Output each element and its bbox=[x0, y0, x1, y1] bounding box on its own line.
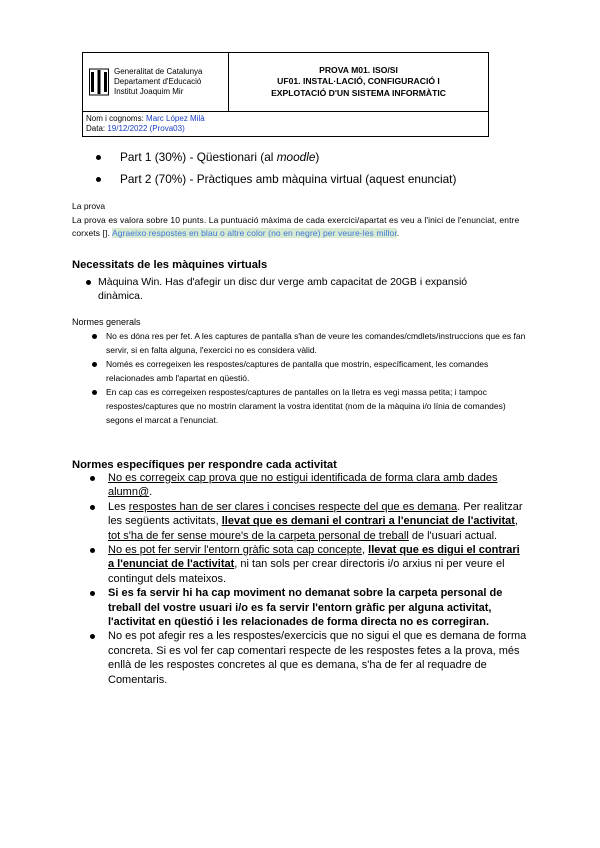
list-item: Màquina Win. Has d'afegir un disc dur verge amb capacitat de 20GB i expansió dinàmica. bbox=[72, 275, 512, 303]
rule-1-end: . bbox=[149, 486, 153, 499]
rule-3-underline: No es pot fer servir l'entorn gràfic sota cap concepte bbox=[108, 544, 363, 557]
necessitats-heading: Necessitats de les màquines virtuals bbox=[72, 259, 268, 271]
org-line-2: Departament d'Educació bbox=[114, 77, 202, 86]
la-prova-title: La prova bbox=[72, 201, 106, 211]
list-item bbox=[72, 543, 527, 586]
org-line-3: Institut Joaquim Mir bbox=[114, 87, 184, 96]
list-item bbox=[72, 500, 527, 543]
rule-3-bold: llevat que es digui el contrari a l'enunciat de l'activitat bbox=[108, 544, 520, 571]
rule-3-a: , bbox=[362, 544, 369, 557]
rule-2-a: Les bbox=[108, 500, 129, 513]
generalitat-logo-icon bbox=[89, 68, 109, 96]
header-top-row bbox=[83, 53, 488, 112]
normes-especifiques-heading: Normes específiques per respondre cada activitat bbox=[72, 459, 337, 471]
rule-1-text: No es corregeix cap prova que no estigui identificada de forma clara amb dades alumn@ bbox=[108, 472, 498, 499]
la-prova-body: La prova es valora sobre 10 punts. La puntuació màxima de cada exercici/apartat es veu a l'inici de l'enunciat, entre corxets []. bbox=[72, 215, 520, 238]
rule-2-c: , bbox=[514, 515, 518, 528]
part-1-suffix: ) bbox=[315, 150, 320, 164]
student-info-cell bbox=[83, 112, 488, 136]
rule-2-b: . Per realitzar les següents activitats, bbox=[108, 500, 523, 528]
rule-2-underline: respostes han de ser clares i concises respecte del que es demana bbox=[128, 500, 458, 513]
list-item: Si es fa servir hi ha cap moviment no demanat sobre la carpeta personal de treball del vostre usuari i/o es fa servir l'entorn gràfic per alguna activitat, l'activitat en qüestió i les relacionades de forma directa no es corregiran. bbox=[72, 586, 527, 629]
header-table bbox=[82, 52, 489, 137]
rule-2-d: de l'usuari actual. bbox=[408, 529, 498, 542]
rule-2-bold: llevat que es demani el contrari a l'enunciat de l'activitat bbox=[221, 515, 515, 528]
part-1-item bbox=[96, 150, 536, 172]
institution-name bbox=[114, 67, 203, 97]
normes-generals-list bbox=[72, 330, 532, 428]
date-label: Data: bbox=[86, 124, 106, 133]
normes-especifiques-list bbox=[72, 471, 527, 687]
part-1-text: Part 1 (30%) - Qüestionari (al bbox=[120, 150, 277, 164]
list-item: No es pot afegir res a les respostes/exercicis que no sigui el que es demana de forma concreta. Si es vol fer cap comentari respecte de les respostes fetes a la prova, més enllà de les respostes concretes al que es demana, s'ha de fer al requadre de Comentaris. bbox=[72, 629, 527, 687]
institution-cell bbox=[83, 53, 229, 111]
part-2-item: Part 2 (70%) - Pràctiques amb màquina virtual (aquest enunciat) bbox=[96, 172, 536, 194]
highlight-note: Agraeixo respostes en blau o altre color (no en negre) per veure-les millor bbox=[111, 228, 397, 238]
exam-title-cell bbox=[229, 53, 488, 111]
necessitats-list bbox=[72, 275, 512, 303]
exam-title-line-2: UF01. INSTAL·LACIÓ, CONFIGURACIÓ I bbox=[277, 76, 440, 87]
list-item: No es dóna res per fet. A les captures de pantalla s'han de veure les comandes/cmdlets/instruccions que es fan servir, si en falta alguna, l'exercici no es considera vàlid. bbox=[72, 330, 532, 357]
org-line-1: Generalitat de Catalunya bbox=[114, 67, 203, 76]
la-prova-text bbox=[72, 214, 530, 240]
exam-date: 19/12/2022 (Prova03) bbox=[107, 124, 185, 133]
normes-generals-title: Normes generals bbox=[72, 317, 141, 327]
list-item: En cap cas es corregeixen respostes/captures de pantalles on la lletra es vegi massa petita; i tampoc respostes/captures que no mostrin clarament la vostra identitat (nom de la màquina i/o línia de comandes) segons el marcat a l'enunciat. bbox=[72, 386, 532, 427]
name-label: Nom i cognoms: bbox=[86, 114, 144, 123]
student-name: Marc López Milà bbox=[146, 114, 205, 123]
list-item bbox=[72, 471, 527, 500]
rule-3-b: , ni tan sols per crear directoris i/o arxius ni per veure el contingut dels mateixos. bbox=[108, 558, 505, 585]
list-item: Només es corregeixen les respostes/captures de pantalla que mostrin, específicament, les comandes relacionades amb l'apartat en qüestió. bbox=[72, 358, 532, 385]
la-prova-end: . bbox=[396, 228, 400, 238]
exam-title-line-3: EXPLOTACIÓ D'UN SISTEMA INFORMÀTIC bbox=[271, 87, 446, 98]
exam-parts-list bbox=[96, 150, 536, 194]
rule-2-underline-2: tot s'ha de fer sense moure's de la carpeta personal de treball bbox=[108, 529, 409, 542]
exam-title-line-1: PROVA M01. ISO/SI bbox=[319, 64, 398, 75]
moodle-text: moodle bbox=[276, 150, 316, 164]
